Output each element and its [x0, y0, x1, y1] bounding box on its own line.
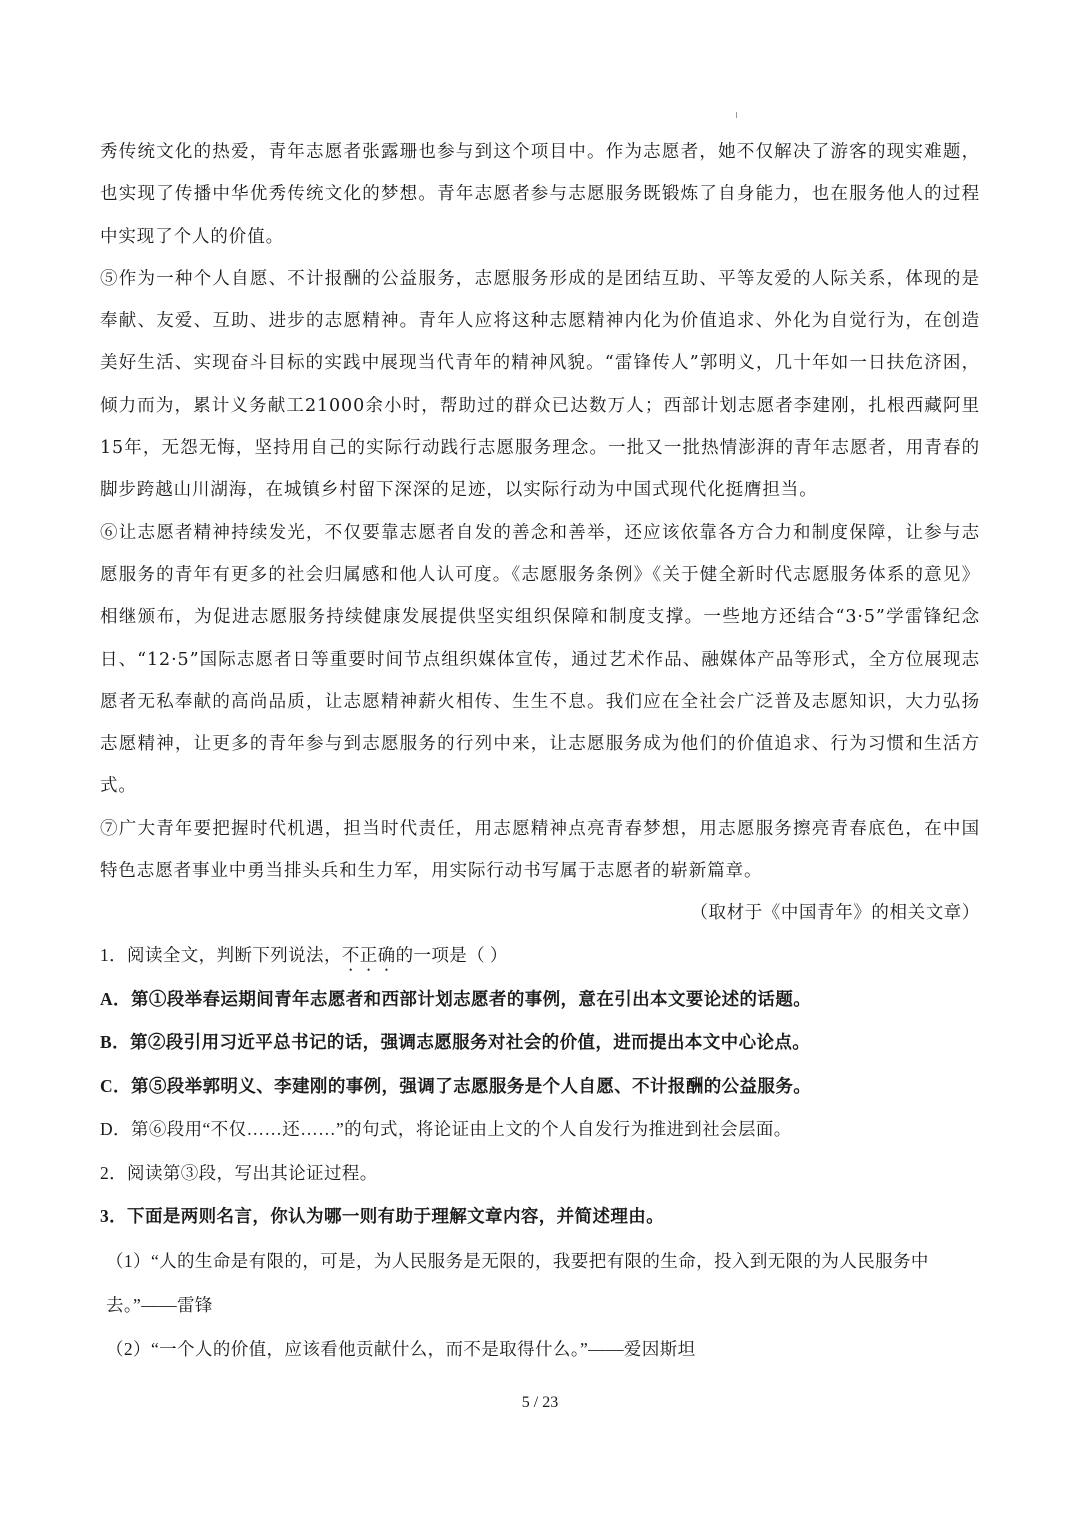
scan-mark	[736, 112, 737, 118]
question-3-stem: 3．下面是两则名言，你认为哪一则有助于理解文章内容，并简述理由。	[100, 1206, 665, 1227]
question-1-stem	[100, 934, 980, 978]
question-1-stem-prefix: 1．阅读全文，判断下列说法，	[100, 945, 342, 966]
paragraph-4-continued: 秀传统文化的热爱，青年志愿者张露珊也参与到这个项目中。作为志愿者，她不仅解决了游客的现实难题，也实现了传播中华优秀传统文化的梦想。青年志愿者参与志愿服务既锻炼了自身能力，也在服务他人的过程中实现了个人的价值。	[100, 142, 980, 247]
page-number: 5 / 23	[521, 1394, 559, 1411]
question-3-quote-2: （2）“一个人的价值，应该看他贡献什么，而不是取得什么。”——爱因斯坦	[106, 1338, 696, 1359]
question-2: 2．阅读第③段，写出其论证过程。	[100, 1162, 378, 1183]
question-1-emphasis: 不正确	[341, 945, 396, 966]
question-1-option-b: B．第②段引用习近平总书记的话，强调志愿服务对社会的价值，进而提出本文中心论点。	[100, 1032, 811, 1053]
source-citation: （取材于《中国青年》的相关文章）	[690, 903, 980, 924]
page-content	[100, 131, 980, 1371]
question-1-option-c: C．第⑤段举郭明义、李建刚的事例，强调了志愿服务是个人自愿、不计报酬的公益服务。	[100, 1075, 812, 1096]
paragraph-6: ⑥让志愿者精神持续发光，不仅要靠志愿者自发的善念和善举，还应该依靠各方合力和制度保障，让参与志愿服务的青年有更多的社会归属感和他人认可度。《志愿服务条例》《关于健全新时代志愿服务体系的意见》相继颁布，为促进志愿服务持续健康发展提供坚实组织保障和制度支撑。一些地方还结合“3·5”学雷锋纪念日、“12·5”国际志愿者日等重要时间节点组织媒体宣传，通过艺术作品、融媒体产品等形式，全方位展现志愿者无私奉献的高尚品质，让志愿精神薪火相传、生生不息。我们应在全社会广泛普及志愿知识，大力弘扬志愿精神，让更多的青年参与到志愿服务的行列中来，让志愿服务成为他们的价值追求、行为习惯和生活方式。	[100, 522, 980, 797]
question-3-quote-1: （1）“人的生命是有限的，可是，为人民服务是无限的，我要把有限的生命，投入到无限的为人民服务中去。”——雷锋	[106, 1250, 929, 1315]
paragraph-7: ⑦广大青年要把握时代机遇，担当时代责任，用志愿精神点亮青春梦想，用志愿服务擦亮青春底色，在中国特色志愿者事业中勇当排头兵和生力军，用实际行动书写属于志愿者的崭新篇章。	[100, 818, 980, 882]
question-1-option-a: A．第①段举春运期间青年志愿者和西部计划志愿者的事例，意在引出本文要论述的话题。	[100, 988, 812, 1009]
question-1-stem-suffix: 的一项是（ ）	[395, 945, 508, 966]
paragraph-5: ⑤作为一种个人自愿、不计报酬的公益服务，志愿服务形成的是团结互助、平等友爱的人际关系，体现的是奉献、友爱、互助、进步的志愿精神。青年人应将这种志愿精神内化为价值追求、外化为自觉行为，在创造美好生活、实现奋斗目标的实践中展现当代青年的精神风貌。“雷锋传人”郭明义，几十年如一日扶危济困，倾力而为，累计义务献工21000余小时，帮助过的群众已达数万人；西部计划志愿者李建刚，扎根西藏阿里15年，无怨无悔，坚持用自己的实际行动践行志愿服务理念。一批又一批热情澎湃的青年志愿者，用青春的脚步跨越山川湖海，在城镇乡村留下深深的足迹，以实际行动为中国式现代化挺膺担当。	[100, 268, 980, 501]
question-1-option-d: D．第⑥段用“不仅……还……”的句式，将论证由上文的个人自发行为推进到社会层面。	[100, 1119, 792, 1140]
